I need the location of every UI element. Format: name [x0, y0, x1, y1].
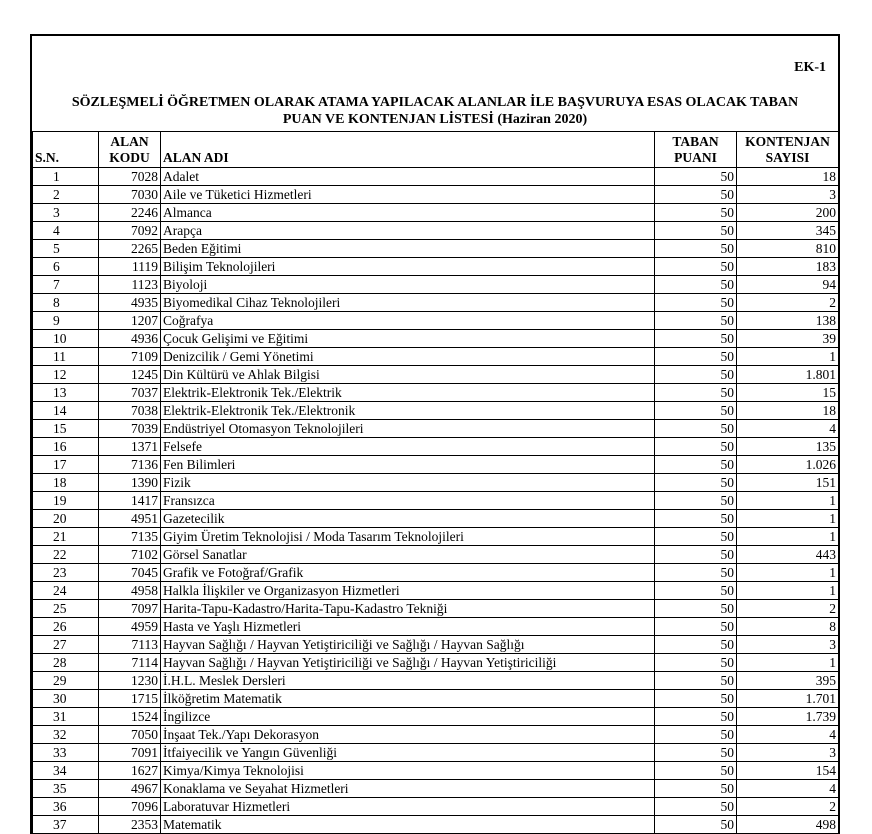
table-row	[33, 510, 839, 528]
row-code: 7038	[99, 402, 161, 420]
table-row	[33, 366, 839, 384]
table-row	[33, 168, 839, 186]
row-name: Grafik ve Fotoğraf/Grafik	[161, 564, 655, 582]
row-sn: 8	[33, 294, 99, 312]
table-body	[33, 168, 839, 834]
row-kontenjan: 154	[737, 762, 839, 780]
row-code: 7092	[99, 222, 161, 240]
header-sn	[33, 132, 99, 168]
row-taban-puan: 50	[655, 438, 737, 456]
table-row	[33, 456, 839, 474]
row-sn: 1	[33, 168, 99, 186]
row-sn: 14	[33, 402, 99, 420]
row-code: 7091	[99, 744, 161, 762]
row-code: 7135	[99, 528, 161, 546]
row-taban-puan: 50	[655, 420, 737, 438]
table-row	[33, 780, 839, 798]
table-row	[33, 546, 839, 564]
annex-label: EK-1	[794, 60, 826, 75]
row-code: 2265	[99, 240, 161, 258]
row-taban-puan: 50	[655, 528, 737, 546]
header-code	[99, 132, 161, 168]
row-kontenjan: 135	[737, 438, 839, 456]
row-kontenjan: 1	[737, 582, 839, 600]
header-code-line-2: KODU	[109, 150, 150, 165]
row-kontenjan: 1.701	[737, 690, 839, 708]
row-taban-puan: 50	[655, 582, 737, 600]
table-row	[33, 402, 839, 420]
row-name: Coğrafya	[161, 312, 655, 330]
row-name: Biyomedikal Cihaz Teknolojileri	[161, 294, 655, 312]
row-code: 1119	[99, 258, 161, 276]
row-code: 4959	[99, 618, 161, 636]
row-sn: 19	[33, 492, 99, 510]
row-code: 4935	[99, 294, 161, 312]
row-taban-puan: 50	[655, 708, 737, 726]
row-name: Arapça	[161, 222, 655, 240]
row-kontenjan: 395	[737, 672, 839, 690]
row-sn: 33	[33, 744, 99, 762]
table-row	[33, 582, 839, 600]
row-sn: 24	[33, 582, 99, 600]
row-code: 7109	[99, 348, 161, 366]
row-sn: 13	[33, 384, 99, 402]
row-taban-puan: 50	[655, 816, 737, 834]
row-kontenjan: 1	[737, 654, 839, 672]
row-name: Denizcilik / Gemi Yönetimi	[161, 348, 655, 366]
header-code-line-1: ALAN	[110, 134, 149, 149]
table-row	[33, 564, 839, 582]
row-taban-puan: 50	[655, 636, 737, 654]
table-row	[33, 276, 839, 294]
table-row	[33, 330, 839, 348]
row-kontenjan: 18	[737, 402, 839, 420]
row-code: 7045	[99, 564, 161, 582]
table-row	[33, 186, 839, 204]
row-name: İnşaat Tek./Yapı Dekorasyon	[161, 726, 655, 744]
row-kontenjan: 4	[737, 420, 839, 438]
row-code: 4958	[99, 582, 161, 600]
row-kontenjan: 1	[737, 510, 839, 528]
row-name: Kimya/Kimya Teknolojisi	[161, 762, 655, 780]
row-name: Felsefe	[161, 438, 655, 456]
header-kontenjan-line-1: KONTENJAN	[745, 134, 830, 149]
row-taban-puan: 50	[655, 798, 737, 816]
row-kontenjan: 2	[737, 294, 839, 312]
document-frame	[30, 34, 840, 834]
row-kontenjan: 2	[737, 600, 839, 618]
row-code: 7039	[99, 420, 161, 438]
row-sn: 22	[33, 546, 99, 564]
row-taban-puan: 50	[655, 618, 737, 636]
row-taban-puan: 50	[655, 276, 737, 294]
row-name: Biyoloji	[161, 276, 655, 294]
row-kontenjan: 345	[737, 222, 839, 240]
row-kontenjan: 3	[737, 636, 839, 654]
table-row	[33, 438, 839, 456]
row-name: Gazetecilik	[161, 510, 655, 528]
row-taban-puan: 50	[655, 402, 737, 420]
row-sn: 15	[33, 420, 99, 438]
row-kontenjan: 15	[737, 384, 839, 402]
row-kontenjan: 1.739	[737, 708, 839, 726]
table-row	[33, 348, 839, 366]
row-sn: 30	[33, 690, 99, 708]
row-name: Endüstriyel Otomasyon Teknolojileri	[161, 420, 655, 438]
header-name	[161, 132, 655, 168]
row-sn: 3	[33, 204, 99, 222]
row-sn: 31	[33, 708, 99, 726]
row-code: 7102	[99, 546, 161, 564]
row-name: Hayvan Sağlığı / Hayvan Yetiştiriciliği ve Sağlığı / Hayvan Yetiştiriciliği	[161, 654, 655, 672]
row-sn: 20	[33, 510, 99, 528]
row-kontenjan: 1.801	[737, 366, 839, 384]
row-sn: 35	[33, 780, 99, 798]
table-row	[33, 204, 839, 222]
table-row	[33, 294, 839, 312]
row-sn: 28	[33, 654, 99, 672]
row-name: Görsel Sanatlar	[161, 546, 655, 564]
row-code: 7113	[99, 636, 161, 654]
header-sn-label: S.N.	[35, 150, 60, 165]
header-kontenjan	[737, 132, 839, 168]
row-sn: 7	[33, 276, 99, 294]
row-sn: 25	[33, 600, 99, 618]
row-sn: 17	[33, 456, 99, 474]
row-sn: 32	[33, 726, 99, 744]
row-code: 1230	[99, 672, 161, 690]
row-kontenjan: 94	[737, 276, 839, 294]
row-kontenjan: 443	[737, 546, 839, 564]
table-row	[33, 690, 839, 708]
row-kontenjan: 3	[737, 186, 839, 204]
row-taban-puan: 50	[655, 258, 737, 276]
row-code: 7136	[99, 456, 161, 474]
row-name: Harita-Tapu-Kadastro/Harita-Tapu-Kadastro Tekniği	[161, 600, 655, 618]
row-sn: 21	[33, 528, 99, 546]
row-name: Almanca	[161, 204, 655, 222]
table-row	[33, 312, 839, 330]
row-code: 2353	[99, 816, 161, 834]
row-kontenjan: 2	[737, 798, 839, 816]
row-taban-puan: 50	[655, 294, 737, 312]
row-code: 7050	[99, 726, 161, 744]
row-taban-puan: 50	[655, 186, 737, 204]
row-code: 1390	[99, 474, 161, 492]
row-sn: 23	[33, 564, 99, 582]
row-name: Fen Bilimleri	[161, 456, 655, 474]
quota-table	[32, 131, 839, 834]
row-code: 1207	[99, 312, 161, 330]
row-kontenjan: 4	[737, 726, 839, 744]
row-sn: 16	[33, 438, 99, 456]
title-line-2: PUAN VE KONTENJAN LİSTESİ (Haziran 2020)	[282, 112, 588, 127]
title-line-1: SÖZLEŞMELİ ÖĞRETMEN OLARAK ATAMA YAPILACAK ALANLAR İLE BAŞVURUYA ESAS OLACAK TABAN	[71, 95, 799, 110]
row-kontenjan: 39	[737, 330, 839, 348]
table-row	[33, 258, 839, 276]
row-code: 4951	[99, 510, 161, 528]
row-sn: 11	[33, 348, 99, 366]
header-puan	[655, 132, 737, 168]
table-row	[33, 762, 839, 780]
row-name: Fransızca	[161, 492, 655, 510]
row-taban-puan: 50	[655, 456, 737, 474]
row-taban-puan: 50	[655, 564, 737, 582]
row-sn: 29	[33, 672, 99, 690]
row-name: Fizik	[161, 474, 655, 492]
row-sn: 27	[33, 636, 99, 654]
row-code: 1524	[99, 708, 161, 726]
row-name: Halkla İlişkiler ve Organizasyon Hizmetleri	[161, 582, 655, 600]
row-taban-puan: 50	[655, 690, 737, 708]
row-sn: 18	[33, 474, 99, 492]
row-kontenjan: 4	[737, 780, 839, 798]
row-name: Konaklama ve Seyahat Hizmetleri	[161, 780, 655, 798]
row-taban-puan: 50	[655, 384, 737, 402]
row-sn: 12	[33, 366, 99, 384]
row-taban-puan: 50	[655, 330, 737, 348]
row-code: 7037	[99, 384, 161, 402]
row-code: 7030	[99, 186, 161, 204]
table-row	[33, 654, 839, 672]
row-name: Laboratuvar Hizmetleri	[161, 798, 655, 816]
table-row	[33, 492, 839, 510]
row-name: Din Kültürü ve Ahlak Bilgisi	[161, 366, 655, 384]
row-sn: 37	[33, 816, 99, 834]
row-kontenjan: 200	[737, 204, 839, 222]
row-kontenjan: 1	[737, 492, 839, 510]
row-kontenjan: 1.026	[737, 456, 839, 474]
row-name: Hayvan Sağlığı / Hayvan Yetiştiriciliği ve Sağlığı / Hayvan Sağlığı	[161, 636, 655, 654]
document-title	[32, 94, 838, 128]
table-row	[33, 798, 839, 816]
row-taban-puan: 50	[655, 762, 737, 780]
row-taban-puan: 50	[655, 348, 737, 366]
row-name: İtfaiyecilik ve Yangın Güvenliği	[161, 744, 655, 762]
row-kontenjan: 183	[737, 258, 839, 276]
header-puan-line-2: PUANI	[674, 150, 717, 165]
row-code: 2246	[99, 204, 161, 222]
table-row	[33, 708, 839, 726]
row-code: 1123	[99, 276, 161, 294]
row-name: İngilizce	[161, 708, 655, 726]
row-kontenjan: 810	[737, 240, 839, 258]
row-kontenjan: 1	[737, 528, 839, 546]
row-name: Elektrik-Elektronik Tek./Elektrik	[161, 384, 655, 402]
table-row	[33, 744, 839, 762]
row-sn: 10	[33, 330, 99, 348]
row-taban-puan: 50	[655, 546, 737, 564]
row-kontenjan: 1	[737, 564, 839, 582]
table-row	[33, 600, 839, 618]
row-code: 7097	[99, 600, 161, 618]
table-row	[33, 528, 839, 546]
row-taban-puan: 50	[655, 474, 737, 492]
row-taban-puan: 50	[655, 204, 737, 222]
row-sn: 2	[33, 186, 99, 204]
row-name: Çocuk Gelişimi ve Eğitimi	[161, 330, 655, 348]
table-row	[33, 816, 839, 834]
row-taban-puan: 50	[655, 240, 737, 258]
row-name: Aile ve Tüketici Hizmetleri	[161, 186, 655, 204]
table-row	[33, 474, 839, 492]
table-row	[33, 240, 839, 258]
row-code: 1715	[99, 690, 161, 708]
row-code: 7028	[99, 168, 161, 186]
row-name: Beden Eğitimi	[161, 240, 655, 258]
row-sn: 34	[33, 762, 99, 780]
row-taban-puan: 50	[655, 726, 737, 744]
row-name: Adalet	[161, 168, 655, 186]
table-row	[33, 726, 839, 744]
row-sn: 36	[33, 798, 99, 816]
table-row	[33, 672, 839, 690]
header-name-label: ALAN ADI	[163, 150, 229, 165]
row-kontenjan: 8	[737, 618, 839, 636]
row-kontenjan: 138	[737, 312, 839, 330]
row-kontenjan: 1	[737, 348, 839, 366]
row-code: 1245	[99, 366, 161, 384]
row-name: Hasta ve Yaşlı Hizmetleri	[161, 618, 655, 636]
row-taban-puan: 50	[655, 654, 737, 672]
table-row	[33, 384, 839, 402]
row-name: Elektrik-Elektronik Tek./Elektronik	[161, 402, 655, 420]
row-code: 1417	[99, 492, 161, 510]
row-taban-puan: 50	[655, 312, 737, 330]
row-sn: 6	[33, 258, 99, 276]
row-kontenjan: 18	[737, 168, 839, 186]
table-row	[33, 222, 839, 240]
table-row	[33, 420, 839, 438]
row-name: Matematik	[161, 816, 655, 834]
row-kontenjan: 3	[737, 744, 839, 762]
row-taban-puan: 50	[655, 366, 737, 384]
header-kontenjan-line-2: SAYISI	[765, 150, 810, 165]
row-code: 7096	[99, 798, 161, 816]
row-code: 1371	[99, 438, 161, 456]
row-sn: 4	[33, 222, 99, 240]
row-taban-puan: 50	[655, 222, 737, 240]
header-puan-line-1: TABAN	[672, 134, 719, 149]
row-taban-puan: 50	[655, 744, 737, 762]
row-name: Giyim Üretim Teknolojisi / Moda Tasarım Teknolojileri	[161, 528, 655, 546]
row-name: İlköğretim Matematik	[161, 690, 655, 708]
row-taban-puan: 50	[655, 600, 737, 618]
row-code: 7114	[99, 654, 161, 672]
row-sn: 9	[33, 312, 99, 330]
row-code: 4967	[99, 780, 161, 798]
table-header-row	[33, 132, 839, 168]
row-name: İ.H.L. Meslek Dersleri	[161, 672, 655, 690]
row-taban-puan: 50	[655, 510, 737, 528]
row-taban-puan: 50	[655, 492, 737, 510]
row-code: 1627	[99, 762, 161, 780]
row-code: 4936	[99, 330, 161, 348]
row-sn: 5	[33, 240, 99, 258]
row-taban-puan: 50	[655, 168, 737, 186]
row-kontenjan: 498	[737, 816, 839, 834]
table-row	[33, 636, 839, 654]
row-taban-puan: 50	[655, 780, 737, 798]
row-taban-puan: 50	[655, 672, 737, 690]
row-sn: 26	[33, 618, 99, 636]
row-kontenjan: 151	[737, 474, 839, 492]
table-row	[33, 618, 839, 636]
row-name: Bilişim Teknolojileri	[161, 258, 655, 276]
